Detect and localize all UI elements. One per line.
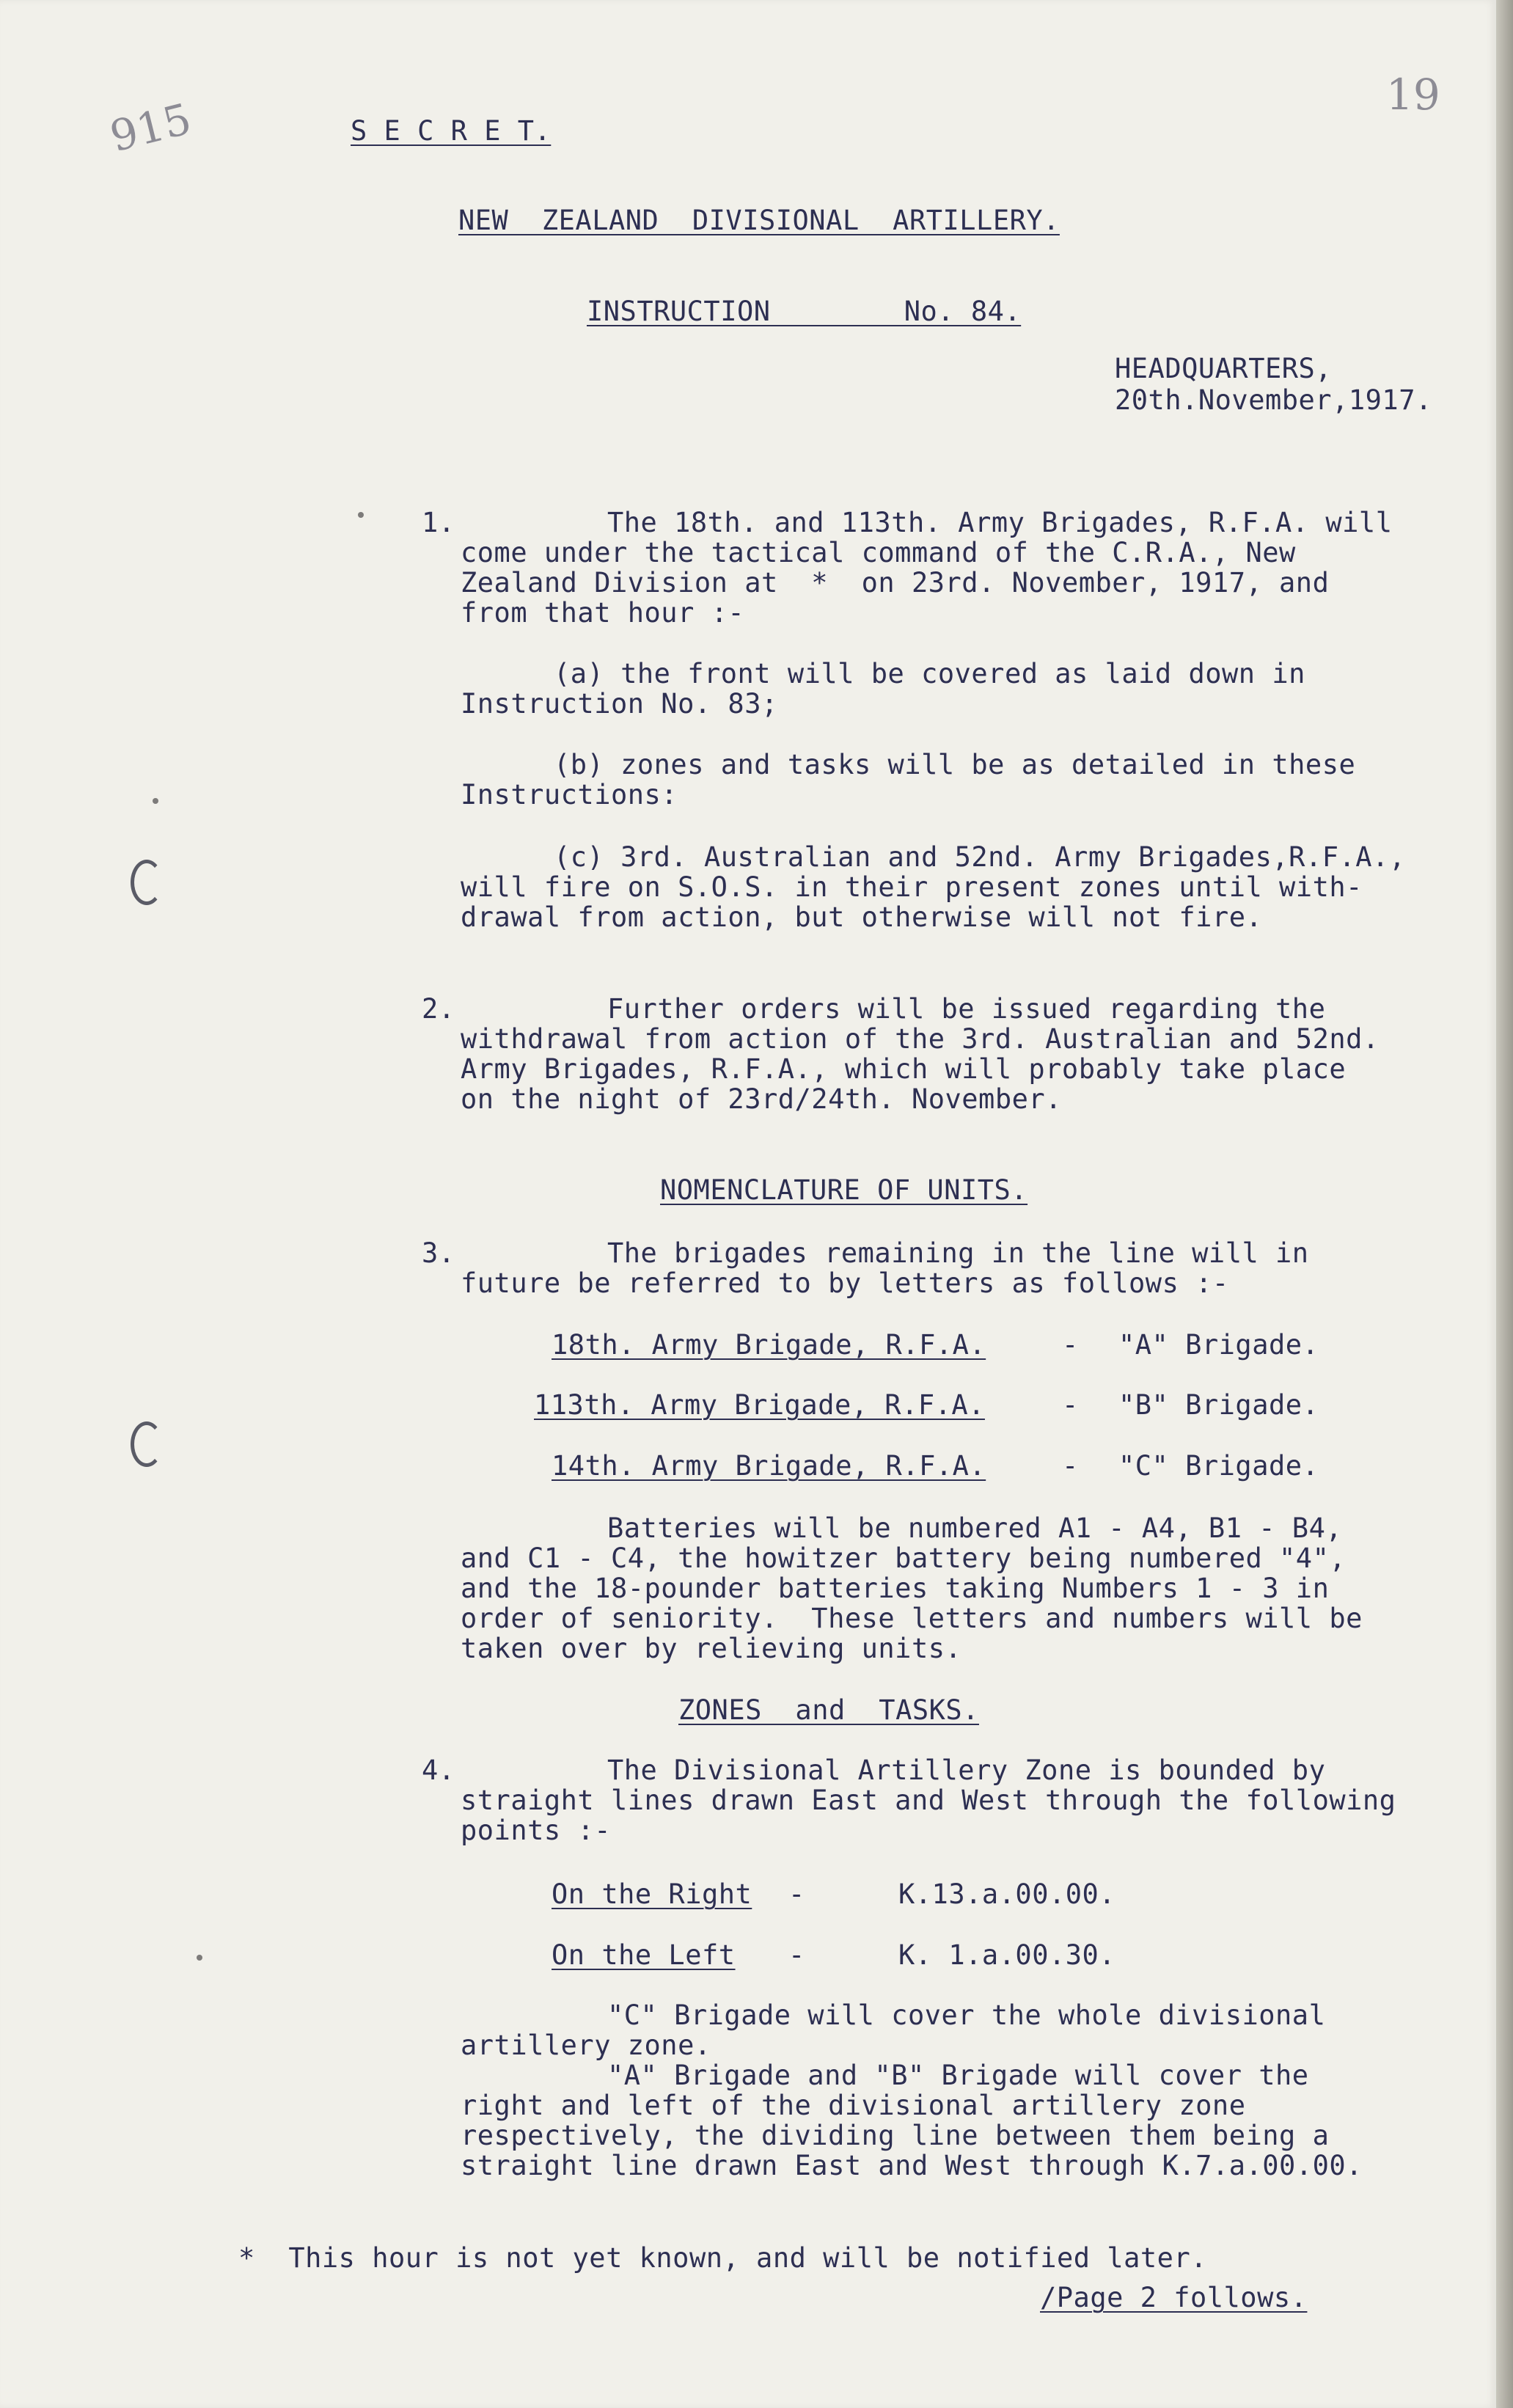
- instruction-number: INSTRUCTION No. 84.: [587, 296, 1022, 327]
- para2-line: Further orders will be issued regarding the: [607, 993, 1326, 1025]
- para4-ab-brigade: right and left of the divisional artillery zone: [461, 2090, 1246, 2121]
- para-number: 2.: [422, 993, 455, 1025]
- brigade-name: 18th. Army Brigade, R.F.A.: [552, 1329, 986, 1361]
- document-title: NEW ZEALAND DIVISIONAL ARTILLERY.: [458, 205, 1060, 236]
- para-number: 1.: [422, 507, 455, 538]
- para4-c-brigade: artillery zone.: [461, 2030, 711, 2061]
- para3-line: The brigades remaining in the line will in: [607, 1237, 1309, 1269]
- zone-point-label: On the Left: [552, 1939, 736, 1971]
- zone-point-label: On the Right: [552, 1878, 752, 1910]
- sub-item-a: Instruction No. 83;: [461, 688, 778, 720]
- brigade-letter: "A" Brigade.: [1118, 1329, 1319, 1361]
- zone-point-dash: -: [788, 1878, 805, 1910]
- para3-line: future be referred to by letters as follows :-: [461, 1267, 1229, 1299]
- ink-mark: [153, 798, 158, 804]
- batteries-line: taken over by relieving units.: [461, 1633, 962, 1664]
- archive-number: 915: [105, 93, 197, 162]
- sub-item-b: Instructions:: [461, 779, 678, 810]
- brigade-name: 14th. Army Brigade, R.F.A.: [552, 1450, 986, 1482]
- zone-point-ref: K. 1.a.00.30.: [898, 1939, 1116, 1971]
- sub-item-c: (c) 3rd. Australian and 52nd. Army Brigades,R.F.A.,: [554, 841, 1406, 873]
- section-heading: ZONES and TASKS.: [678, 1694, 979, 1726]
- page-number: 19: [1386, 70, 1440, 120]
- para1-line: from that hour :-: [461, 597, 745, 629]
- para4-ab-brigade: respectively, the dividing line between them being a: [461, 2120, 1330, 2151]
- para4-ab-brigade: straight line drawn East and West through K.7.a.00.00.: [461, 2150, 1363, 2181]
- para4-line: points :-: [461, 1815, 611, 1846]
- para-number: 4.: [422, 1754, 455, 1786]
- para-number: 3.: [422, 1237, 455, 1269]
- para2-line: on the night of 23rd/24th. November.: [461, 1083, 1062, 1115]
- brigade-letter: "B" Brigade.: [1118, 1389, 1319, 1421]
- para4-ab-brigade: "A" Brigade and "B" Brigade will cover the: [607, 2060, 1309, 2091]
- batteries-line: and C1 - C4, the howitzer battery being numbered "4",: [461, 1542, 1347, 1574]
- brigade-letter: "C" Brigade.: [1118, 1450, 1319, 1482]
- batteries-line: order of seniority. These letters and numbers will be: [461, 1603, 1363, 1634]
- batteries-line: Batteries will be numbered A1 - A4, B1 - B4,: [607, 1512, 1343, 1544]
- para1-line: Zealand Division at * on 23rd. November, 1917, and: [461, 567, 1330, 599]
- batteries-line: and the 18-pounder batteries taking Numbers 1 - 3 in: [461, 1573, 1330, 1604]
- ink-mark: [197, 1955, 202, 1961]
- sub-item-a: (a) the front will be covered as laid down in: [554, 658, 1305, 689]
- brigade-dash: -: [1062, 1389, 1079, 1421]
- para2-line: Army Brigades, R.F.A., which will probably take place: [461, 1053, 1347, 1085]
- ink-mark: [358, 512, 364, 518]
- para2-line: withdrawal from action of the 3rd. Australian and 52nd.: [461, 1023, 1380, 1055]
- footnote: * This hour is not yet known, and will be notified later.: [238, 2242, 1208, 2274]
- zone-point-dash: -: [788, 1939, 805, 1971]
- para1-line: come under the tactical command of the C.R.A., New: [461, 537, 1296, 568]
- sub-item-c: drawal from action, but otherwise will not fire.: [461, 901, 1263, 933]
- brigade-dash: -: [1062, 1450, 1079, 1482]
- para4-line: The Divisional Artillery Zone is bounded by: [607, 1754, 1326, 1786]
- document-date: 20th.November,1917.: [1115, 384, 1432, 416]
- sub-item-b: (b) zones and tasks will be as detailed in these: [554, 749, 1356, 780]
- punch-hole: [131, 1421, 163, 1467]
- para1-line: The 18th. and 113th. Army Brigades, R.F.A. will: [607, 507, 1393, 538]
- punch-hole: [131, 860, 163, 905]
- sub-item-c: will fire on S.O.S. in their present zones until with-: [461, 871, 1363, 903]
- brigade-dash: -: [1062, 1329, 1079, 1361]
- page-edge: [1496, 0, 1513, 2408]
- page-continuation: /Page 2 follows.: [1040, 2282, 1308, 2313]
- zone-point-ref: K.13.a.00.00.: [898, 1878, 1116, 1910]
- para4-c-brigade: "C" Brigade will cover the whole divisional: [607, 1999, 1326, 2031]
- brigade-name: 113th. Army Brigade, R.F.A.: [534, 1389, 985, 1421]
- headquarters: HEADQUARTERS,: [1115, 353, 1333, 384]
- classification: S E C R E T.: [351, 115, 552, 147]
- para4-line: straight lines drawn East and West through the following: [461, 1785, 1396, 1816]
- section-heading: NOMENCLATURE OF UNITS.: [660, 1174, 1028, 1206]
